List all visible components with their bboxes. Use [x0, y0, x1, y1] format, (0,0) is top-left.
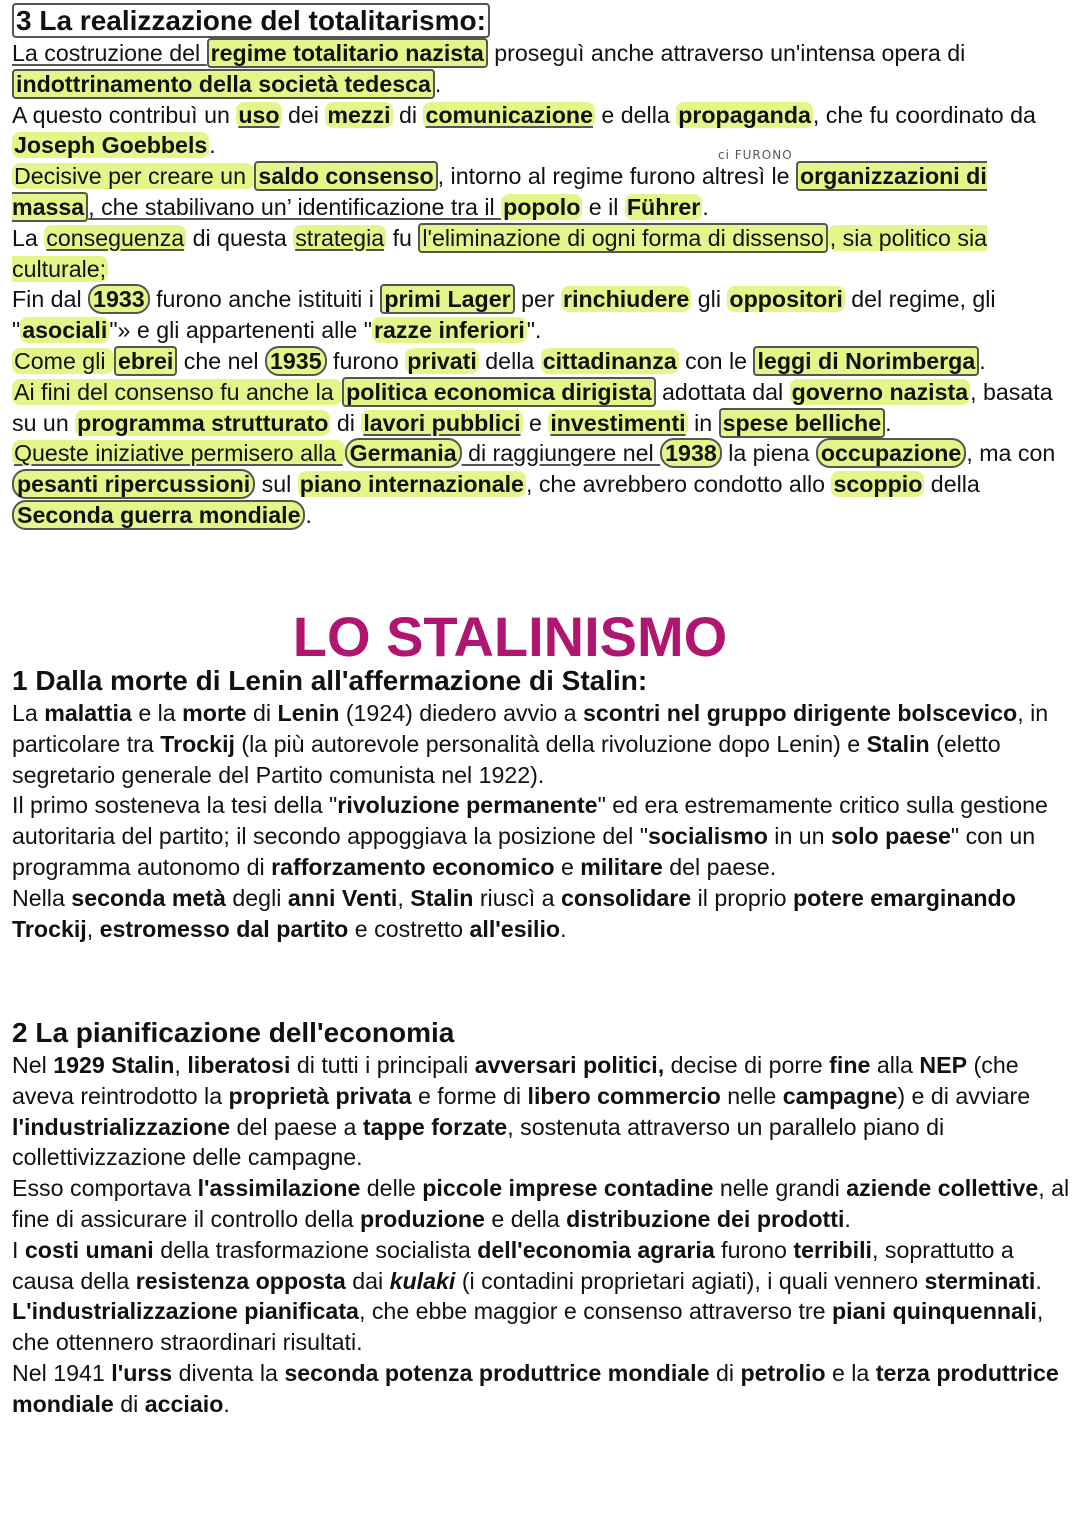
- paragraph: [12, 161, 1072, 223]
- text-run: di: [392, 101, 424, 128]
- text-run: potere emarginando Trockij: [12, 884, 1016, 942]
- text-run: L'industrializzazione pianificata: [12, 1298, 359, 1325]
- text-run: furono: [714, 1236, 794, 1263]
- text-run: proseguì anche attraverso un'intensa opera di: [487, 40, 966, 66]
- text-run: organizzazioni di massa: [12, 163, 987, 220]
- text-run: furono anche istituiti i: [149, 286, 381, 313]
- text-run: seconda metà: [71, 884, 226, 911]
- paragraph-block: [12, 698, 1072, 944]
- text-run: l'eliminazione di ogni forma di dissenso: [418, 223, 827, 253]
- text-run: " con un programma autonomo di: [12, 823, 1036, 880]
- page-title: LO STALINISMO: [292, 605, 728, 668]
- text-run: in: [687, 409, 719, 436]
- text-run: Trockij: [160, 730, 235, 757]
- text-run: con le: [678, 347, 754, 374]
- text-run: la piena: [721, 440, 816, 467]
- text-run: costi umani: [24, 1236, 154, 1263]
- text-run: militare: [580, 853, 663, 880]
- text-run: rivoluzione permanente: [337, 792, 598, 819]
- text-run: sterminati: [924, 1267, 1036, 1294]
- text-run: ) e di avviare: [897, 1082, 1031, 1109]
- text-run: spese belliche: [719, 408, 886, 438]
- text-run: " ed era estremamente critico sulla gestione autoritaria del partito; il secondo appoggiava la posizione del ": [12, 792, 1048, 850]
- text-run: , in particolare tra: [12, 700, 1049, 757]
- text-run: mezzi: [327, 101, 391, 128]
- text-run: morte: [182, 700, 247, 726]
- text-run: La costruzione del: [12, 40, 207, 66]
- text-run: (1924) diedero avvio a: [339, 700, 583, 726]
- text-run: politica economica dirigista: [342, 377, 655, 407]
- paragraph: [12, 883, 1072, 945]
- text-run: petrolio: [740, 1359, 826, 1386]
- text-run: saldo consenso: [254, 161, 437, 191]
- text-run: decise di porre: [664, 1052, 830, 1078]
- text-run: Queste iniziative permisero alla: [14, 440, 343, 467]
- text-run: 1935: [265, 346, 327, 376]
- text-run: A questo contribuì un: [12, 101, 237, 128]
- text-run: Esso comportava: [12, 1175, 198, 1202]
- text-run: Nel 1941: [12, 1359, 112, 1386]
- text-run: Stalin: [866, 730, 930, 757]
- text-run: , soprattutto a causa della: [12, 1236, 1014, 1294]
- paragraph: [12, 346, 1072, 377]
- text-run: conseguenza: [46, 224, 185, 251]
- text-run: di questa: [186, 224, 294, 251]
- text-run: rafforzamento economico: [271, 853, 555, 880]
- paragraph: [12, 284, 1072, 346]
- text-run: scontri nel gruppo dirigente bolscevico: [583, 700, 1018, 726]
- text-run: pesanti ripercussioni: [12, 469, 255, 499]
- text-run: acciaio: [144, 1390, 224, 1417]
- text-run: 1938: [660, 438, 722, 468]
- section-totalitarismo: [12, 4, 1072, 531]
- paragraph: [12, 377, 1072, 439]
- text-run: Decisive per creare un: [14, 163, 253, 190]
- text-run: delle: [360, 1175, 423, 1202]
- text-run: popolo: [503, 193, 581, 220]
- text-run: , che fu coordinato da: [812, 101, 1036, 128]
- text-run: solo paese: [831, 823, 951, 850]
- section-lenin-stalin: [12, 664, 1072, 944]
- text-run: consolidare: [561, 884, 692, 911]
- text-run: .: [305, 501, 312, 528]
- text-run: e costretto: [348, 915, 470, 942]
- text-run: oppositori: [729, 286, 843, 313]
- text-run: razze inferiori: [374, 317, 525, 344]
- text-run: di tutti i principali: [290, 1052, 475, 1078]
- text-run: investimenti: [550, 409, 686, 436]
- text-run: degli: [225, 884, 288, 911]
- text-run: alla: [870, 1052, 920, 1078]
- text-run: .: [560, 915, 567, 942]
- text-run: e: [554, 853, 581, 880]
- text-run: in un: [767, 823, 832, 850]
- text-run: e forme di: [411, 1082, 528, 1109]
- text-run: "» e gli appartenenti alle ": [109, 317, 372, 344]
- text-run: l'assimilazione: [197, 1175, 361, 1202]
- paragraph-block: [12, 38, 1072, 531]
- text-run: tappe forzate: [362, 1113, 508, 1140]
- text-run: Il primo sosteneva la tesi della ": [12, 792, 338, 819]
- text-run: produzione: [359, 1205, 485, 1232]
- text-run: nelle: [720, 1082, 783, 1109]
- paragraph: [12, 38, 1072, 100]
- text-run: per: [514, 286, 562, 313]
- text-run: Ai fini del consenso fu anche la: [14, 378, 341, 405]
- text-run: della: [924, 471, 980, 498]
- text-run: distribuzione dei prodotti: [566, 1205, 845, 1232]
- text-run: cittadinanza: [542, 347, 677, 374]
- text-run: leggi di Norimberga: [753, 346, 979, 376]
- section-heading: 1 Dalla morte di Lenin all'affermazione di Stalin:: [12, 665, 648, 696]
- text-run: proprietà privata: [228, 1082, 412, 1109]
- text-run: .: [209, 132, 216, 159]
- text-run: Nella: [12, 884, 72, 911]
- text-run: seconda potenza produttrice mondiale: [284, 1359, 710, 1386]
- section-heading: [12, 4, 1072, 38]
- section-heading: 2 La pianificazione dell'economia: [12, 1017, 455, 1048]
- text-run: 1929 Stalin: [53, 1052, 175, 1078]
- text-run: .: [434, 70, 442, 97]
- text-run: NEP: [919, 1052, 968, 1078]
- text-run: di: [113, 1390, 145, 1417]
- text-run: (la più autorevole personalità della rivoluzione dopo Lenin) e: [234, 730, 867, 757]
- text-run: Fin dal: [12, 286, 89, 313]
- text-run: l'urss: [111, 1359, 173, 1386]
- text-run: .: [979, 347, 986, 374]
- text-run: Führer: [626, 193, 701, 220]
- text-run: dell'economia agraria: [477, 1236, 715, 1263]
- text-run: La: [12, 700, 45, 726]
- text-run: della trasformazione socialista: [153, 1236, 478, 1263]
- text-run: uso: [238, 101, 280, 128]
- text-run: Germania: [345, 438, 462, 468]
- text-run: .: [844, 1205, 851, 1232]
- text-run: Come gli: [14, 347, 112, 374]
- text-run: kulaki: [389, 1267, 456, 1294]
- text-run: La: [12, 224, 45, 251]
- text-run: Nel: [12, 1052, 54, 1078]
- text-run: , che stabilivano un’ identificazione tra il: [88, 193, 502, 220]
- text-run: , al fine di assicurare il controllo della: [12, 1175, 1070, 1232]
- handwritten-note: ci FURONO: [718, 148, 793, 162]
- text-run: adottata dal: [655, 378, 790, 405]
- text-run: di raggiungere nel: [461, 440, 661, 467]
- text-run: fine: [829, 1052, 871, 1078]
- text-run: .: [885, 409, 892, 436]
- text-run: governo nazista: [791, 378, 969, 405]
- text-run: malattia: [44, 700, 132, 726]
- text-run: furono: [326, 347, 406, 374]
- text-run: e: [522, 409, 549, 436]
- paragraph: [12, 790, 1072, 882]
- text-run: di: [330, 409, 362, 436]
- text-run: e della: [594, 101, 677, 128]
- text-run: l'industrializzazione: [12, 1113, 231, 1140]
- text-run: e la: [131, 700, 183, 726]
- text-run: (che aveva reintrodotto la: [12, 1052, 1019, 1109]
- text-run: dei: [281, 101, 326, 128]
- text-run: occupazione: [816, 438, 966, 468]
- text-run: estromesso dal partito: [99, 915, 349, 942]
- text-run: sul: [255, 471, 298, 498]
- text-run: (eletto segretario generale del Partito comunista nel 1922).: [12, 730, 1001, 788]
- text-run: piccole imprese contadine: [422, 1175, 714, 1202]
- text-run: , intorno al regime furono altresì le: [437, 163, 796, 190]
- text-run: Joseph Goebbels: [14, 132, 208, 159]
- text-run: e il: [582, 193, 625, 220]
- text-run: gli: [691, 286, 728, 313]
- text-run: resistenza opposta: [135, 1267, 346, 1294]
- text-run: lavori pubblici: [363, 409, 521, 436]
- text-run: ".: [526, 317, 542, 344]
- paragraph: [12, 1173, 1072, 1235]
- text-run: propaganda: [678, 101, 811, 128]
- text-run: del paese.: [662, 853, 777, 880]
- text-run: programma strutturato: [77, 409, 329, 436]
- text-run: .: [223, 1390, 230, 1417]
- text-run: della: [478, 347, 541, 374]
- text-run: di: [709, 1359, 741, 1386]
- text-run: privati: [407, 347, 477, 374]
- text-run: , ma con: [966, 440, 1056, 467]
- text-run: regime totalitario nazista: [207, 38, 488, 68]
- text-run: , sia politico sia culturale;: [12, 224, 987, 282]
- paragraph: [12, 100, 1072, 162]
- text-run: .: [702, 193, 709, 220]
- section-pianificazione: [12, 1016, 1072, 1420]
- text-run: , che ebbe maggior e consenso attraverso tre: [358, 1298, 832, 1325]
- text-run: all'esilio: [469, 915, 561, 942]
- text-run: Lenin: [277, 700, 340, 726]
- text-run: (i contadini proprietari agiati), i quali vennero: [455, 1267, 925, 1294]
- text-run: nelle grandi: [713, 1175, 847, 1202]
- text-run: piano internazionale: [299, 471, 524, 498]
- text-run: , basata su un: [12, 378, 1053, 436]
- paragraph: [12, 438, 1072, 530]
- text-run: asociali: [22, 317, 108, 344]
- text-run: diventa la: [172, 1359, 285, 1386]
- text-run: Seconda guerra mondiale: [12, 500, 305, 530]
- text-run: il proprio: [691, 884, 793, 911]
- heading-text: 3 La realizzazione del totalitarismo:: [12, 3, 490, 38]
- text-run: comunicazione: [425, 101, 593, 128]
- text-run: piani quinquennali: [832, 1298, 1037, 1325]
- text-run: ,: [86, 915, 100, 942]
- text-run: socialismo: [648, 823, 768, 850]
- text-run: liberatosi: [187, 1052, 291, 1078]
- text-run: primi Lager: [380, 284, 514, 314]
- text-run: avversari politici,: [474, 1052, 665, 1078]
- paragraph: [12, 223, 1072, 285]
- text-run: Stalin: [410, 884, 474, 911]
- text-run: e la: [825, 1359, 876, 1386]
- text-run: anni Venti: [287, 884, 398, 911]
- text-run: strategia: [295, 224, 385, 251]
- text-run: scoppio: [833, 471, 923, 498]
- paragraph: [12, 698, 1072, 790]
- text-run: e della: [484, 1205, 567, 1232]
- text-run: terza produttrice mondiale: [12, 1359, 1059, 1417]
- text-run: ebrei: [114, 346, 177, 376]
- text-run: libero commercio: [527, 1082, 721, 1109]
- text-run: ,: [397, 884, 411, 911]
- text-run: aziende collettive: [846, 1175, 1039, 1202]
- paragraph: [12, 1235, 1072, 1297]
- paragraph: [12, 1296, 1072, 1358]
- text-run: riuscì a: [473, 884, 562, 911]
- text-run: I: [12, 1236, 25, 1263]
- text-run: fu: [386, 224, 419, 251]
- text-run: rinchiudere: [563, 286, 690, 313]
- text-run: che nel: [177, 347, 266, 374]
- text-run: del regime, gli ": [12, 286, 996, 344]
- text-run: 1933: [88, 284, 150, 314]
- text-run: di: [246, 700, 278, 726]
- text-run: del paese a: [230, 1113, 363, 1140]
- text-run: ,: [174, 1052, 188, 1078]
- text-run: campagne: [782, 1082, 898, 1109]
- text-run: dai: [345, 1267, 390, 1294]
- text-run: .: [1035, 1267, 1042, 1294]
- text-run: indottrinamento della società tedesca: [12, 69, 435, 99]
- paragraph-block: [12, 1050, 1072, 1420]
- text-run: , che avrebbero condotto allo: [525, 471, 832, 498]
- paragraph: [12, 1358, 1072, 1420]
- text-run: , sostenuta attraverso un parallelo piano di collettivizzazione delle campagne.: [12, 1113, 945, 1171]
- text-run: , che ottennero straordinari risultati.: [12, 1298, 1044, 1356]
- paragraph: [12, 1050, 1072, 1173]
- text-run: terribili: [793, 1236, 872, 1263]
